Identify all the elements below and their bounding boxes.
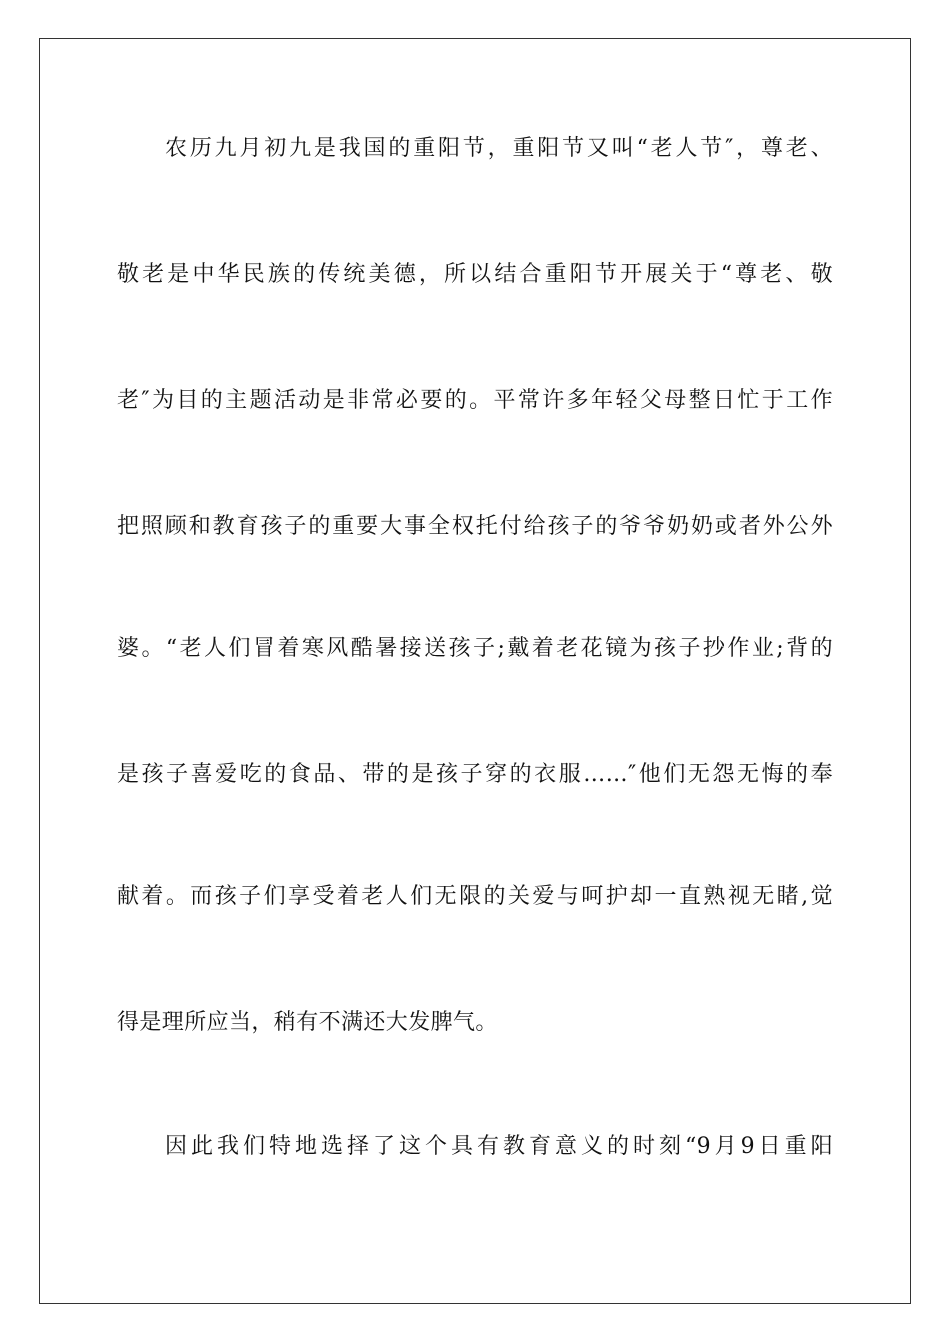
paragraph-1-line-6: 是孩子喜爱吃的食品、带的是孩子穿的衣服……″他们无怨无悔的奉 [117, 762, 833, 787]
paragraph-1-line-3: 老″为目的主题活动是非常必要的。平常许多年轻父母整日忙于工作 [117, 388, 833, 413]
paragraph-1-line-8: 得是理所应当，稍有不满还大发脾气。 [117, 1010, 498, 1035]
page-border [39, 38, 911, 1304]
paragraph-1-line-4: 把照顾和教育孩子的重要大事全权托付给孩子的爷爷奶奶或者外公外 [117, 514, 833, 539]
paragraph-1-line-7: 献着。而孩子们享受着老人们无限的关爱与呵护却一直熟视无睹,觉 [117, 884, 833, 909]
paragraph-1-line-1: 农历九月初九是我国的重阳节，重阳节又叫“老人节″，尊老、 [165, 136, 833, 161]
paragraph-1-line-5: 婆。“老人们冒着寒风酷暑接送孩子;戴着老花镜为孩子抄作业;背的 [117, 636, 833, 661]
paragraph-2-line-1: 因此我们特地选择了这个具有教育意义的时刻“9月9日重阳 [165, 1134, 833, 1159]
paragraph-1-line-2: 敬老是中华民族的传统美德，所以结合重阳节开展关于“尊老、敬 [117, 262, 833, 287]
